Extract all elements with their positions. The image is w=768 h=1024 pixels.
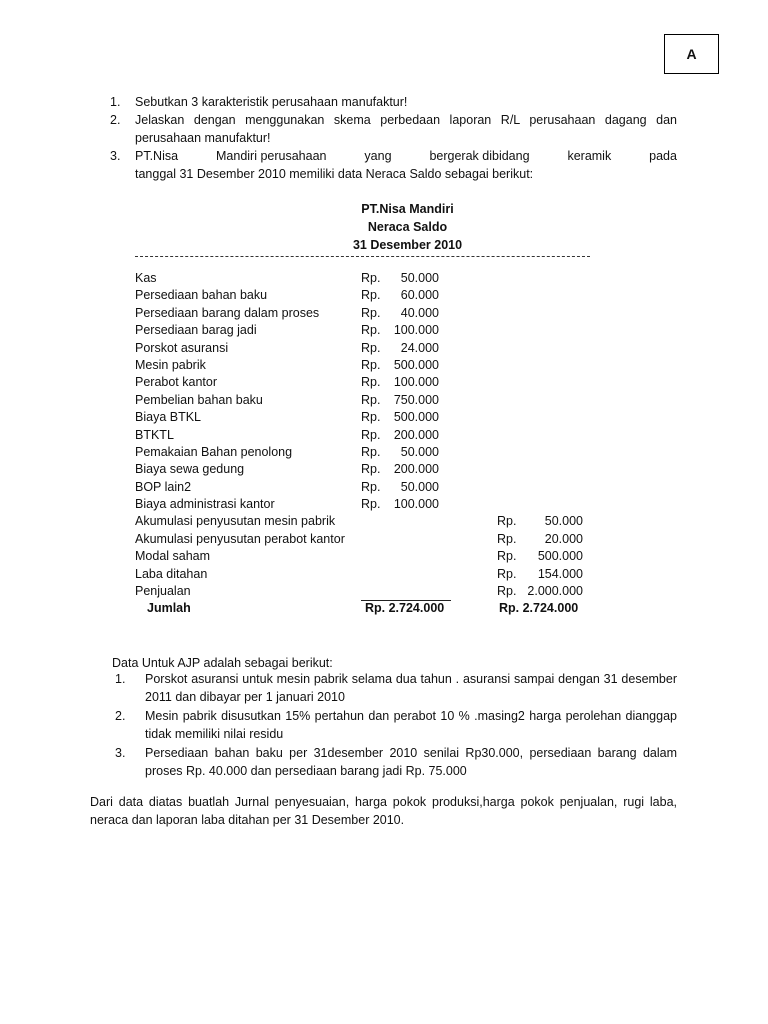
question-word: keramik <box>567 149 612 163</box>
statement-title: Neraca Saldo <box>367 220 448 234</box>
amount-value: 500.000 <box>393 357 439 372</box>
account-name: Kas <box>135 271 157 285</box>
ajp-item <box>115 744 677 780</box>
ajp-number: 3. <box>115 746 126 760</box>
credit-amount <box>497 566 583 583</box>
account-row <box>135 392 605 409</box>
ajp-item <box>115 707 677 743</box>
account-row <box>135 340 605 357</box>
currency-label: Rp. <box>361 462 381 477</box>
trial-balance-table <box>135 270 605 618</box>
account-row <box>135 479 605 496</box>
currency-label: Rp. <box>497 531 517 546</box>
debit-amount <box>361 357 439 374</box>
currency-label: Rp. <box>361 497 381 512</box>
account-row <box>135 513 605 530</box>
amount-value: 750.000 <box>393 392 439 407</box>
trial-balance-header <box>135 200 680 254</box>
amount-value: 50.000 <box>544 514 583 529</box>
account-row <box>135 583 605 600</box>
account-row <box>135 322 605 339</box>
amount-value: 50.000 <box>400 479 439 494</box>
currency-label: Rp. <box>361 410 381 425</box>
currency-label: Rp. <box>497 584 517 599</box>
account-name: Penjualan <box>135 584 191 599</box>
account-name: Mesin pabrik <box>135 357 206 372</box>
debit-amount <box>361 427 439 444</box>
account-name: Pembelian bahan baku <box>135 392 263 407</box>
statement-date: 31 Desember 2010 <box>352 238 463 252</box>
amount-value: 200.000 <box>393 462 439 477</box>
debit-amount <box>361 461 439 478</box>
closing-instruction: Dari data diatas buatlah Jurnal penyesuaian, harga pokok produksi,harga pokok penjualan, rugi laba, neraca dan laporan laba ditahan per 31 Desember 2010. <box>90 795 677 827</box>
ajp-list <box>115 670 677 781</box>
question-word: Mandiri perusahaan <box>216 149 327 163</box>
amount-value: 200.000 <box>393 427 439 442</box>
currency-label: Rp. <box>361 392 381 407</box>
amount-value: 154.000 <box>537 566 583 581</box>
currency-label: Rp. <box>361 323 381 338</box>
question-word: bergerak dibidang <box>429 149 530 163</box>
account-name: Biaya administrasi kantor <box>135 497 275 512</box>
currency-label: Rp. <box>361 444 381 459</box>
account-row <box>135 305 605 322</box>
account-name: Persediaan bahan baku <box>135 288 268 303</box>
total-debit: Rp. 2.724.000 <box>365 601 445 616</box>
question-item <box>110 93 677 111</box>
question-word: PT.Nisa <box>135 149 179 163</box>
credit-amount <box>497 583 583 600</box>
account-name: Persediaan barang dalam proses <box>135 305 320 320</box>
question-item <box>110 111 677 147</box>
amount-value: 500.000 <box>393 410 439 425</box>
ajp-number: 2. <box>115 709 126 723</box>
debit-amount <box>361 305 439 322</box>
question-number: 3. <box>110 149 121 163</box>
question-item <box>110 147 677 183</box>
question-number: 2. <box>110 113 121 127</box>
account-row <box>135 374 605 391</box>
account-row <box>135 427 605 444</box>
currency-label: Rp. <box>361 479 381 494</box>
account-name: Akumulasi penyusutan perabot kantor <box>135 531 345 546</box>
version-label: A <box>686 46 697 62</box>
debit-amount <box>361 444 439 461</box>
credit-amount <box>497 531 583 548</box>
question-number: 1. <box>110 95 121 109</box>
ajp-text: Persediaan bahan baku per 31desember 2010 senilai Rp30.000, persediaan barang dalam proses Rp. 40.000 dan persediaan barang jadi Rp. 75.000 <box>145 746 677 778</box>
currency-label: Rp. <box>361 340 381 355</box>
account-name: Akumulasi penyusutan mesin pabrik <box>135 514 336 529</box>
credit-amount <box>497 513 583 530</box>
amount-value: 40.000 <box>400 305 439 320</box>
question-list <box>110 93 677 183</box>
account-row <box>135 270 605 287</box>
currency-label: Rp. <box>361 288 381 303</box>
account-name: Persediaan barag jadi <box>135 323 257 338</box>
account-row <box>135 357 605 374</box>
account-name: Pemakaian Bahan penolong <box>135 444 293 459</box>
currency-label: Rp. <box>497 514 517 529</box>
total-label: Jumlah <box>147 601 191 616</box>
total-credit: Rp. 2.724.000 <box>499 601 579 616</box>
total-row <box>135 600 605 617</box>
account-row <box>135 444 605 461</box>
debit-amount <box>361 479 439 496</box>
currency-label: Rp. <box>361 271 381 285</box>
debit-amount <box>361 409 439 426</box>
ajp-title: Data Untuk AJP adalah sebagai berikut: <box>112 656 333 670</box>
account-row <box>135 496 605 513</box>
account-name: Modal saham <box>135 549 211 564</box>
ajp-text: Mesin pabrik disusutkan 15% pertahun dan perabot 10 % .masing2 harga perolehan dianggap tidak memiliki nilai residu <box>145 709 677 741</box>
question-text: Sebutkan 3 karakteristik perusahaan manufaktur! <box>135 95 408 109</box>
account-name: Laba ditahan <box>135 566 208 581</box>
amount-value: 100.000 <box>393 497 439 512</box>
ajp-number: 1. <box>115 672 126 686</box>
debit-amount <box>361 496 439 513</box>
ajp-item <box>115 670 677 706</box>
account-name: BOP lain2 <box>135 479 192 494</box>
company-name: PT.Nisa Mandiri <box>361 202 454 216</box>
debit-amount <box>361 340 439 357</box>
amount-value: 60.000 <box>400 288 439 303</box>
currency-label: Rp. <box>361 375 381 390</box>
amount-value: 20.000 <box>544 531 583 546</box>
debit-amount <box>361 392 439 409</box>
question-line: tanggal 31 Desember 2010 memiliki data Neraca Saldo sebagai berikut: <box>135 167 534 181</box>
question-text <box>135 147 677 183</box>
account-name: Perabot kantor <box>135 375 217 390</box>
amount-value: 50.000 <box>400 444 439 459</box>
ajp-text: Porskot asuransi untuk mesin pabrik selama dua tahun . asuransi sampai dengan 31 desember 2011 dan dibayar per 1 januari 2010 <box>145 672 677 704</box>
dashed-separator <box>135 256 590 257</box>
amount-value: 500.000 <box>537 549 583 564</box>
question-line <box>135 147 677 165</box>
account-row <box>135 287 605 304</box>
currency-label: Rp. <box>497 566 517 581</box>
credit-amount <box>497 548 583 565</box>
question-word: yang <box>364 149 392 163</box>
amount-value: 2.000.000 <box>527 584 583 599</box>
question-text: Jelaskan dengan menggunakan skema perbedaan laporan R/L perusahaan dagang dan perusahaan manufaktur! <box>135 113 677 145</box>
debit-amount <box>361 287 439 304</box>
question-word: pada <box>649 149 677 163</box>
account-row <box>135 409 605 426</box>
account-name: Biaya BTKL <box>135 410 202 425</box>
debit-amount <box>361 270 439 287</box>
account-name: Biaya sewa gedung <box>135 462 245 477</box>
currency-label: Rp. <box>361 357 381 372</box>
debit-amount <box>361 374 439 391</box>
account-name: BTKTL <box>135 427 174 442</box>
currency-label: Rp. <box>361 427 381 442</box>
account-row <box>135 531 605 548</box>
version-box <box>664 34 719 74</box>
account-row <box>135 566 605 583</box>
amount-value: 24.000 <box>400 340 439 355</box>
currency-label: Rp. <box>497 549 517 564</box>
amount-value: 50.000 <box>400 271 439 285</box>
debit-amount <box>361 322 439 339</box>
account-row <box>135 548 605 565</box>
amount-value: 100.000 <box>393 323 439 338</box>
account-row <box>135 461 605 478</box>
amount-value: 100.000 <box>393 375 439 390</box>
currency-label: Rp. <box>361 305 381 320</box>
account-name: Porskot asuransi <box>135 340 229 355</box>
